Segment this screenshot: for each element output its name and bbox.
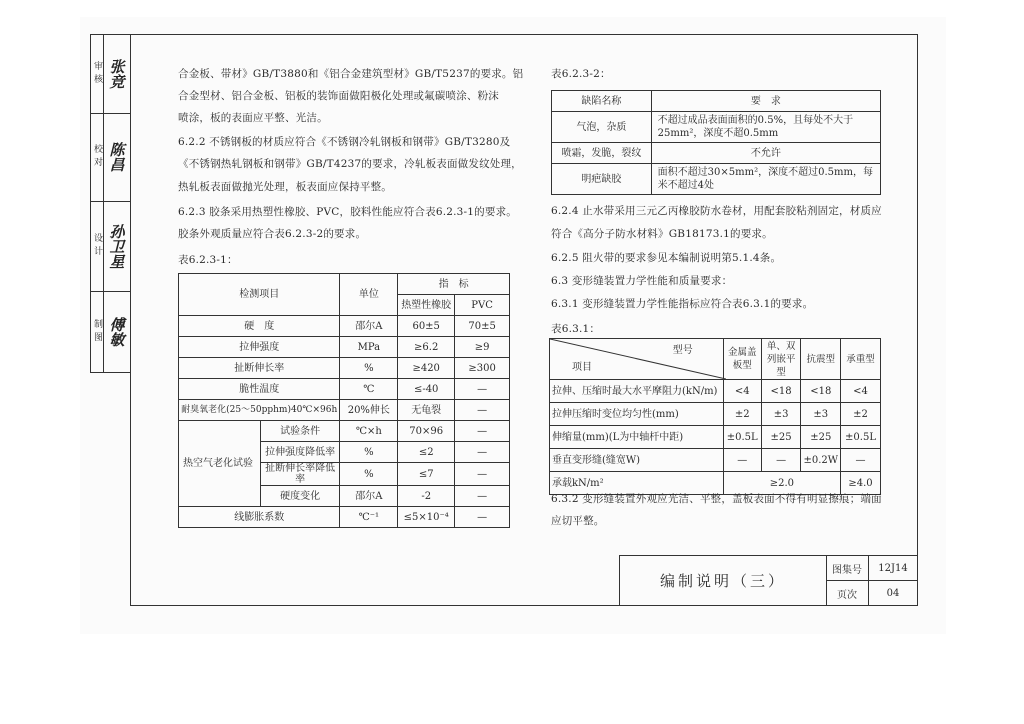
cell: ±25 xyxy=(761,426,801,449)
header-dual: 单、双列嵌平型 xyxy=(761,339,801,380)
sidebar-cell-drafting xyxy=(91,291,131,372)
cell: % xyxy=(340,442,398,463)
header-defect: 缺陷名称 xyxy=(552,91,652,112)
cell: ±0.2W xyxy=(801,449,841,472)
cell: % xyxy=(340,463,398,486)
cell: 硬 度 xyxy=(179,316,340,337)
cell: 70±5 xyxy=(455,316,510,337)
signature: 傅敏 xyxy=(107,316,126,347)
sidebar-cell-review xyxy=(91,35,131,114)
cell: 20%伸长 xyxy=(340,400,398,421)
table-caption: 表6.2.3-1： xyxy=(178,254,238,266)
cell: 气泡，杂质 xyxy=(552,112,652,143)
cell: ≥300 xyxy=(455,358,510,379)
cell: ±0.5L xyxy=(841,426,881,449)
table-row xyxy=(550,380,881,403)
body-text: 6.3 变形缝装置力学性能和质量要求： xyxy=(551,275,733,287)
sidebar-label: 校对 xyxy=(91,113,104,201)
atlas-value: 12J14 xyxy=(878,562,908,574)
table-6-2-3-1 xyxy=(178,273,510,528)
cell: 明疤缺胶 xyxy=(552,164,652,195)
cell: 70×96 xyxy=(398,421,455,442)
header-seismic: 抗震型 xyxy=(801,339,841,380)
group-cell: 热空气老化试验 xyxy=(179,421,261,507)
cell: 面积不超过30×5mm²，深度不超过0.5mm，每米不超过4处 xyxy=(651,164,880,195)
cell: — xyxy=(723,449,761,472)
cell: ℃⁻¹ xyxy=(340,507,398,528)
page-label: 页次 xyxy=(826,581,869,605)
cell: <18 xyxy=(761,380,801,403)
cell: 拉伸压缩时变位均匀性(mm) xyxy=(550,403,724,426)
sidebar-cell-proofread xyxy=(91,113,131,202)
cell: 60±5 xyxy=(398,316,455,337)
drawing-title: 编制说明（三） xyxy=(620,556,827,605)
signature-strip xyxy=(90,34,131,373)
signature: 张竞 xyxy=(107,59,126,89)
title-block xyxy=(619,555,917,605)
sidebar-label: 设计 xyxy=(91,201,104,291)
cell: — xyxy=(455,507,510,528)
cell: <4 xyxy=(723,380,761,403)
cell: 扯断伸长率降低率 xyxy=(260,463,340,486)
cell: — xyxy=(455,442,510,463)
cell: 拉伸、压缩时最大水平摩阻力(kN/m) xyxy=(550,380,724,403)
body-text: 热轧板表面做抛光处理，板表面应保持平整。 xyxy=(178,181,392,193)
cell: 垂直变形缝(缝宽W) xyxy=(550,449,724,472)
sidebar-label: 制图 xyxy=(91,291,104,372)
cell: 承载kN/m² xyxy=(550,472,724,495)
cell: 耐臭氧老化(25～50pphm)40℃×96h xyxy=(179,400,340,421)
cell: — xyxy=(455,400,510,421)
body-text: 《不锈钢热轧钢板和钢带》GB/T4237的要求，冷轧板表面做发纹处理， xyxy=(178,158,522,170)
page-row xyxy=(826,581,917,605)
header-requirement: 要 求 xyxy=(651,91,880,112)
cell: ≤5×10⁻⁴ xyxy=(398,507,455,528)
header-item: 检测项目 xyxy=(179,274,340,316)
table-row xyxy=(552,164,881,195)
cell: ±25 xyxy=(801,426,841,449)
atlas-row xyxy=(826,556,917,581)
header-type: 型号 xyxy=(672,345,693,356)
cell: — xyxy=(761,449,801,472)
cell: — xyxy=(455,379,510,400)
cell: 拉伸强度降低率 xyxy=(260,442,340,463)
table-row xyxy=(179,337,510,358)
cell: 无龟裂 xyxy=(398,400,455,421)
cell: ≥6.2 xyxy=(398,337,455,358)
cell: 不允许 xyxy=(651,143,880,164)
cell: ±2 xyxy=(841,403,881,426)
header-index: 指 标 xyxy=(398,274,510,295)
table-6-3-1 xyxy=(549,338,881,495)
header-pvc: PVC xyxy=(455,295,510,316)
signature: 陈昌 xyxy=(107,142,126,172)
body-text: 6.2.2 不锈钢板的材质应符合《不锈钢冷轧钢板和钢带》GB/T3280及 xyxy=(178,136,511,148)
cell: ±0.5L xyxy=(723,426,761,449)
body-text: 应切平整。 xyxy=(551,515,605,527)
cell: 伸缩量(mm)(L为中轴杆中距) xyxy=(550,426,724,449)
cell: ≥2.0 xyxy=(723,472,840,495)
table-row xyxy=(550,403,881,426)
body-text: 合金型材、铝合金板、铝板的装饰面做阳极化处理或氟碳喷涂、粉沫 xyxy=(178,90,499,102)
table-row xyxy=(179,316,510,337)
cell: ≥9 xyxy=(455,337,510,358)
table-6-2-3-2 xyxy=(551,90,881,195)
cell: ℃ xyxy=(340,379,398,400)
header-tpr: 热塑性橡胶 xyxy=(398,295,455,316)
cell: 硬度变化 xyxy=(260,486,340,507)
cell: 不超过成品表面面积的0.5%，且每处不大于25mm²，深度不超0.5mm xyxy=(651,112,880,143)
body-text: 6.2.5 阻火带的要求参见本编制说明第5.1.4条。 xyxy=(551,252,782,264)
cell: — xyxy=(455,486,510,507)
table-caption: 表6.3.1： xyxy=(551,323,601,335)
cell: 拉伸强度 xyxy=(179,337,340,358)
cell: ≥420 xyxy=(398,358,455,379)
body-text: 喷涂，板的表面应平整、光洁。 xyxy=(178,112,328,124)
table-caption: 表6.2.3-2： xyxy=(551,68,611,80)
cell: 试验条件 xyxy=(260,421,340,442)
body-text: 合金板、带材》GB/T3880和《铝合金建筑型材》GB/T5237的要求。铝 xyxy=(178,68,524,80)
cell: ±3 xyxy=(801,403,841,426)
body-text: 6.2.3 胶条采用热塑性橡胶、PVC，胶料性能应符合表6.2.3-1的要求。 xyxy=(178,206,517,218)
cell: 脆性温度 xyxy=(179,379,340,400)
table-row xyxy=(179,358,510,379)
cell: — xyxy=(455,421,510,442)
cell: <18 xyxy=(801,380,841,403)
cell: % xyxy=(340,358,398,379)
table-row xyxy=(552,112,881,143)
cell: ≥4.0 xyxy=(841,472,881,495)
atlas-label: 图集号 xyxy=(826,556,869,580)
header-load: 承重型 xyxy=(841,339,881,380)
body-text: 6.3.2 变形缝装置外观应光洁、平整，盖板表面不得有明显擦痕；端面 xyxy=(551,493,882,505)
table-row xyxy=(179,379,510,400)
cell: ℃×h xyxy=(340,421,398,442)
cell: 邵尔A xyxy=(340,486,398,507)
cell: 喷霜，发脆，裂纹 xyxy=(552,143,652,164)
sidebar-label: 审核 xyxy=(91,35,104,113)
cell: — xyxy=(455,463,510,486)
header-metal: 金属盖板型 xyxy=(723,339,761,380)
cell: MPa xyxy=(340,337,398,358)
cell: ≤-40 xyxy=(398,379,455,400)
cell: ±3 xyxy=(761,403,801,426)
table-row xyxy=(552,143,881,164)
cell: ≤2 xyxy=(398,442,455,463)
cell: -2 xyxy=(398,486,455,507)
diagonal-header xyxy=(550,339,724,380)
table-row xyxy=(179,421,510,442)
header-unit: 单位 xyxy=(340,274,398,316)
cell: 线膨胀系数 xyxy=(179,507,340,528)
cell: 邵尔A xyxy=(340,316,398,337)
body-text: 胶条外观质量应符合表6.2.3-2的要求。 xyxy=(178,228,367,240)
body-text: 符合《高分子防水材料》GB18173.1的要求。 xyxy=(551,228,773,240)
cell: <4 xyxy=(841,380,881,403)
diagonal-line xyxy=(550,339,726,379)
body-text: 6.3.1 变形缝装置力学性能指标应符合表6.3.1的要求。 xyxy=(551,298,814,310)
cell: ≤7 xyxy=(398,463,455,486)
sidebar-cell-design xyxy=(91,201,131,292)
table-row xyxy=(550,449,881,472)
page-value: 04 xyxy=(886,587,900,599)
body-text: 6.2.4 止水带采用三元乙丙橡胶防水卷材，用配套胶粘剂固定，材质应 xyxy=(551,205,882,217)
cell: 扯断伸长率 xyxy=(179,358,340,379)
cell: — xyxy=(841,449,881,472)
table-row xyxy=(179,507,510,528)
table-row xyxy=(179,400,510,421)
signature: 孙卫星 xyxy=(107,223,126,269)
header-item: 项目 xyxy=(572,362,592,373)
cell: ±2 xyxy=(723,403,761,426)
table-row xyxy=(550,426,881,449)
